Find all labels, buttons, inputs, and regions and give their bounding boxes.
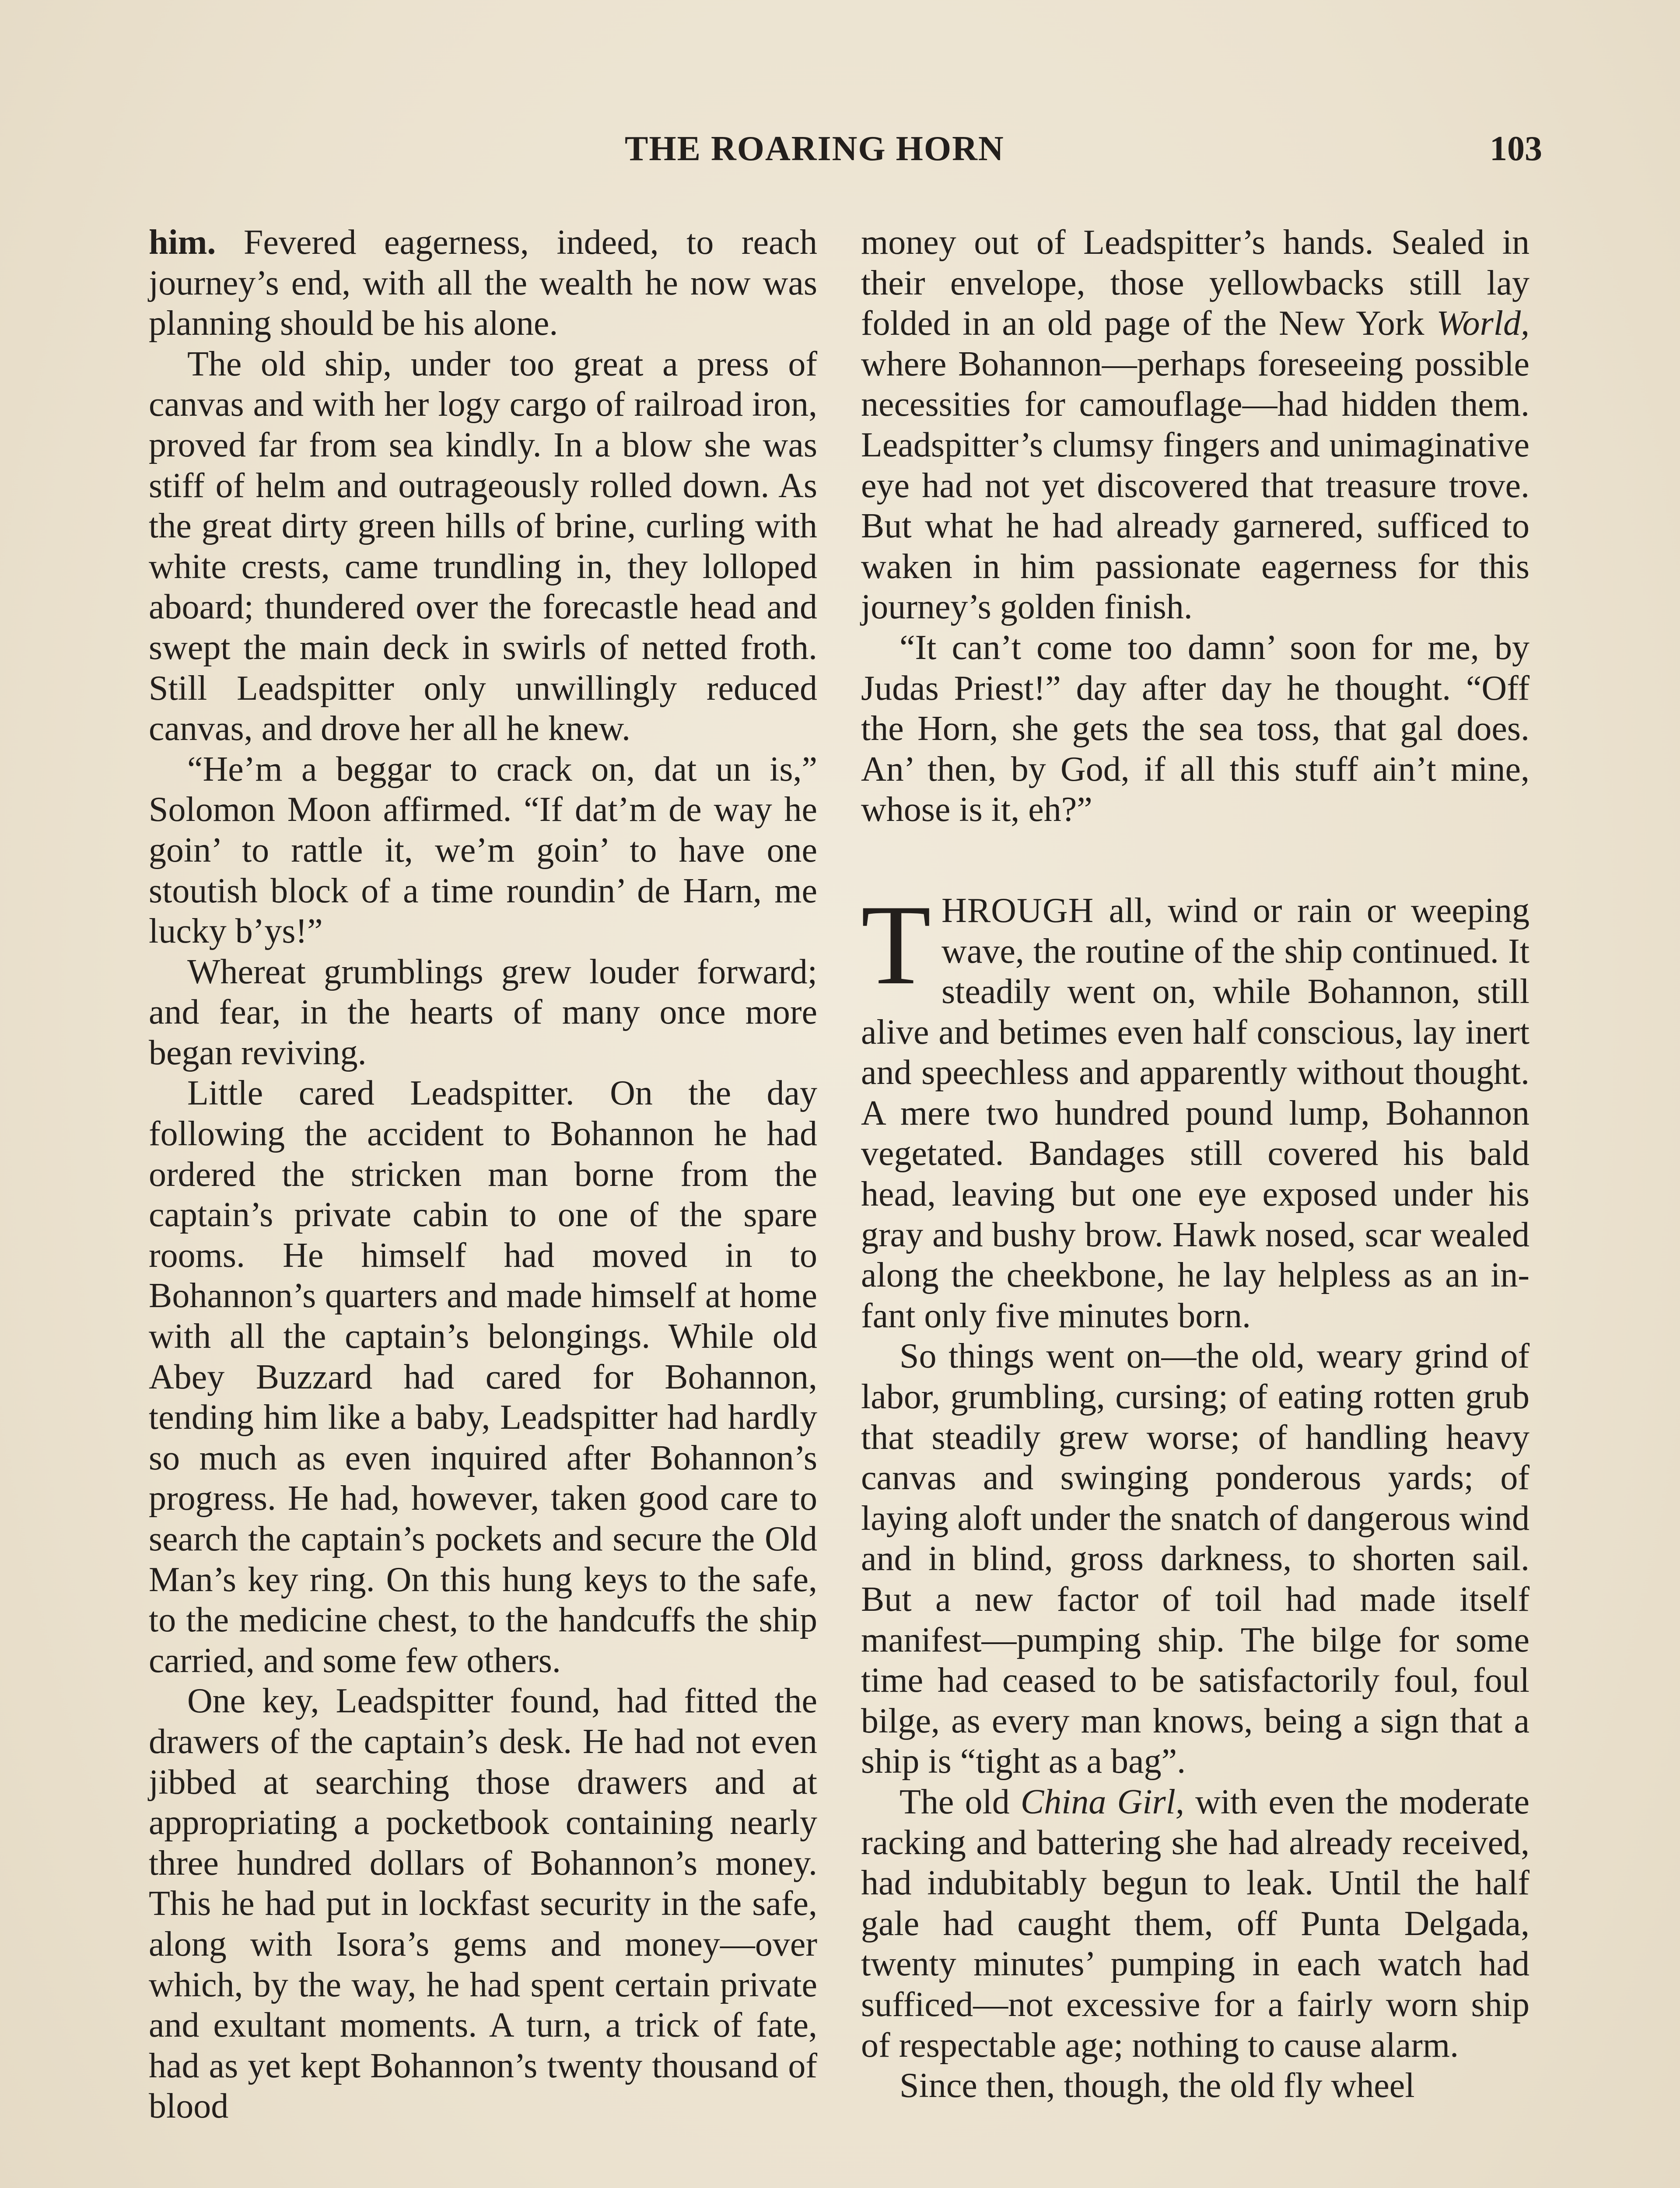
paragraph-text: where Bohannon—perhaps foreseeing possible necessities for camouflage—had hidden them. Leadspitter’s clumsy fingers and unimaginative eye had not yet discovered that treasure trove. But what he had already garnered, sufficed to waken in him passionate eagerness for this journey’s golden finish. [861, 344, 1530, 627]
right-column [861, 222, 1530, 2106]
paragraph-text: all, wind or rain or weeping wave, the routine of the ship continued. It steadily went on, while Bohannon, still alive and betimes even half conscious, lay inert and speechless and apparently without thought. A mere two hundred pound lump, Bohannon vegetated. Bandages still covered his bald head, leaving but one eye exposed under his gray and bushy brow. Hawk nosed, scar wealed along the cheekbone, he lay helpless as an infant only five minutes born. [861, 891, 1530, 1335]
page-number: 103 [1490, 130, 1542, 168]
paragraph [861, 222, 1530, 628]
paragraph [149, 222, 817, 344]
paragraph: So things went on—the old, weary grind of labor, grumbling, cursing; of eating rotten grub that steadily grew worse; of handling heavy canvas and swinging ponderous yards; of laying aloft under the snatch of dangerous wind and in blind, gross darkness, to shorten sail. But a new factor of toil had made itself manifest—pumping ship. The bilge for some time had ceased to be satisfactorily foul, foul bilge, as every man knows, being a sign that a ship is “tight as a bag”. [861, 1337, 1530, 1781]
running-title: THE ROARING HORN [625, 130, 1004, 168]
newspaper-title: World, [1436, 304, 1530, 343]
paragraph: “He’m a beggar to crack on, dat un is,” Solomon Moon affirmed. “If dat’m de way he goin’ to rattle it, we’m goin’ to have one stoutish block of a time roundin’ de Harn, me lucky b’ys!” [149, 750, 817, 951]
paragraph-text: with even the moderate racking and battering she had already received, had indubitably begun to leak. Until the half gale had caught them, off Punta Delgada, twenty minutes’ pumping in each watch had sufficed—not excessive for a fairly worn ship of respectable age; nothing to cause alarm. [861, 1782, 1530, 2065]
paragraph-lead: him. [149, 223, 216, 262]
small-caps-lead: HROUGH [942, 891, 1094, 930]
drop-cap: T [861, 881, 931, 1008]
paragraph: Since then, though, the old fly wheel [900, 2066, 1415, 2105]
ship-name: China Girl, [1020, 1782, 1184, 1821]
paragraph: Whereat grumblings grew louder forward; and fear, in the hearts of many once more began reviving. [149, 952, 817, 1072]
paragraph-text: money out of Leadspitter’s hands. Sealed in their envelope, those yellowbacks still lay folded in an old page of the New York [861, 223, 1530, 343]
section-opening-paragraph [861, 881, 1530, 1336]
paragraph: The old ship, under too great a press of canvas and with her logy cargo of railroad iron, proved far from sea kindly. In a blow she was stiff of helm and outrageously rolled down. As the great dirty green hills of brine, curling with white crests, came trundling in, they lolloped aboard; thundered over the forecastle head and swept the main deck in swirls of netted froth. Still Leadspitter only unwillingly reduced canvas, and drove her all he knew. [149, 344, 817, 748]
left-column [149, 222, 817, 2127]
paragraph-text: Fevered eagerness, indeed, to reach journey’s end, with all the wealth he now was planning should be his alone. [149, 223, 817, 343]
paragraph: “It can’t come too damn’ soon for me, by Judas Priest!” day after day he thought. “Off the Horn, she gets the sea toss, that gal does. An’ then, by God, if all this stuff ain’t mine, whose is it, eh?” [861, 628, 1530, 829]
paragraph: Little cared Leadspitter. On the day following the accident to Bohannon he had ordered the stricken man borne from the captain’s private cabin to one of the spare rooms. He himself had moved in to Bohannon’s quarters and made himself at home with all the captain’s belongings. While old Abey Buzzard had cared for Bohannon, tending him like a baby, Leadspitter had hardly so much as even inquired after Bohannon’s progress. He had, however, taken good care to search the captain’s pockets and secure the Old Man’s key ring. On this hung keys to the safe, to the medicine chest, to the handcuffs the ship carried, and some few others. [149, 1074, 817, 1680]
paragraph [861, 1782, 1530, 2065]
paragraph: One key, Leadspitter found, had fitted the drawers of the captain’s desk. He had not even jibbed at searching those drawers and at appropriating a pocketbook containing nearly three hundred dollars of Bohannon’s money. This he had put in lockfast security in the safe, along with Isora’s gems and money—over which, by the way, he had spent certain private and exultant moments. A turn, a trick of fate, had as yet kept Bohannon’s twenty thousand of blood [149, 1682, 817, 2126]
paragraph-text: The old [900, 1782, 1021, 1821]
